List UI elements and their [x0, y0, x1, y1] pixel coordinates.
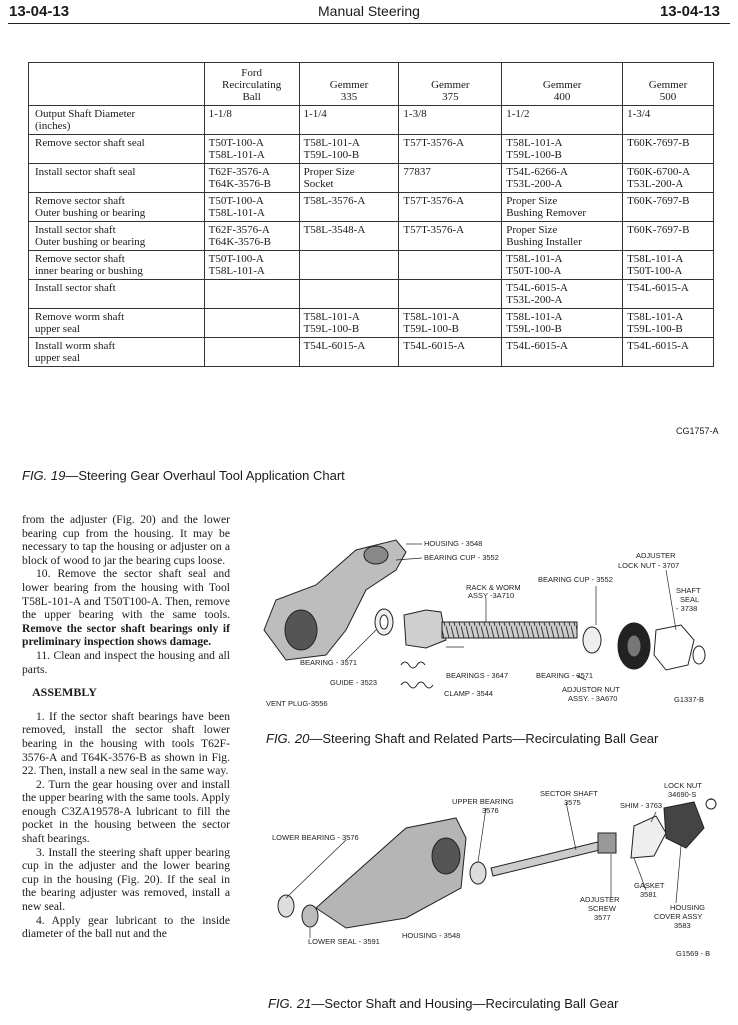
table-cell: T57T-3576-A — [399, 193, 502, 222]
table-header-row — [29, 63, 714, 106]
table-cell — [399, 251, 502, 280]
table-row-task: Install sector shaft — [29, 280, 205, 309]
label-rack-worm: RACK & WORM — [466, 583, 521, 592]
page-header — [0, 0, 738, 24]
label-seal-number: - 3738 — [676, 604, 698, 613]
label-adjuster-locknut: LOCK NUT - 3707 — [618, 561, 680, 570]
paragraph: 3. Install the steering shaft upper bearing cup in the adjuster and the lower bearing cup in the housing (Fig. 20). If the seal in the bearing adjuster was removed, install a new seal. — [22, 845, 230, 914]
fig19-caption — [22, 468, 345, 483]
table-cell: T54L-6266-A T53L-200-A — [502, 164, 623, 193]
table-cell — [204, 338, 299, 367]
label-sector-shaft-number: 3575 — [564, 798, 581, 807]
table-cell: T58L-101-A T59L-100-B — [299, 135, 399, 164]
table-cell: 1-1/2 — [502, 106, 623, 135]
clamp-shape — [401, 682, 433, 688]
label-seal: SEAL — [680, 595, 700, 604]
label-housing-cover-assy: COVER ASSY — [654, 912, 703, 921]
table-cell — [399, 280, 502, 309]
table-row-task: Install sector shaft Outer bushing or bearing — [29, 222, 205, 251]
table-row — [29, 193, 714, 222]
label-guide: GUIDE - 3523 — [330, 678, 378, 687]
label-bearing-cup-2: BEARING CUP - 3552 — [538, 575, 613, 584]
label-adjuster: ADJUSTER — [580, 895, 620, 904]
table-cell — [299, 251, 399, 280]
table-cell: T54L-6015-A — [502, 338, 623, 367]
fig21-caption — [268, 996, 618, 1011]
fig21-number: FIG. 21 — [268, 996, 312, 1011]
header-rule — [8, 23, 730, 24]
table-row — [29, 135, 714, 164]
label-adjuster-screw: SCREW — [588, 904, 616, 913]
table-cell: T54L-6015-A — [299, 338, 399, 367]
table-cell — [204, 280, 299, 309]
label-bearings: BEARINGS - 3647 — [446, 671, 509, 680]
table-cell: T57T-3576-A — [399, 135, 502, 164]
table-cell: T58L-3548-A — [299, 222, 399, 251]
paragraph: 11. Clean and inspect the housing and all parts. — [22, 648, 230, 676]
fig20-number: FIG. 20 — [266, 731, 310, 746]
bearing-cup2-shape — [583, 627, 601, 653]
table-cell: T50T-100-A T58L-101-A — [204, 135, 299, 164]
table-cell: T62F-3576-A T64K-3576-B — [204, 222, 299, 251]
sector-shaft-shape — [491, 840, 608, 876]
table-cell: T58L-101-A T50T-100-A — [502, 251, 623, 280]
label-upper-bearing-number: 3576 — [482, 806, 499, 815]
table-cell: T54L-6015-A T53L-200-A — [502, 280, 623, 309]
table-cell: T54L-6015-A — [399, 338, 502, 367]
table-row — [29, 280, 714, 309]
label-shim: SHIM - 3763 — [620, 801, 663, 810]
lock-nut-shape — [706, 799, 716, 809]
table-row-task: Remove sector shaft inner bearing or bushing — [29, 251, 205, 280]
housing-bore-shape — [285, 610, 317, 650]
housing-cover-shape — [664, 802, 704, 848]
fig21-diagram — [256, 778, 720, 988]
label-gasket-number: 3581 — [640, 890, 657, 899]
label-adjustor-nut-assy: ASSY. - 3A670 — [568, 694, 618, 703]
table-cell: T58L-101-A T50T-100-A — [623, 251, 714, 280]
lower-seal-shape — [302, 905, 318, 927]
table-code: CG1757-A — [676, 426, 719, 436]
fig19-title: —Steering Gear Overhaul Tool Application Chart — [65, 468, 345, 483]
table-cell: T62F-3576-A T64K-3576-B — [204, 164, 299, 193]
label-vent-plug: VENT PLUG-3556 — [266, 699, 328, 708]
label-clamp: CLAMP - 3544 — [444, 689, 494, 698]
table-cell: T60K-6700-A T53L-200-A — [623, 164, 714, 193]
table-cell: T58L-101-A T59L-100-B — [623, 309, 714, 338]
fig20-caption — [266, 731, 658, 746]
label-shaft: SHAFT — [676, 586, 701, 595]
label-bearing-2: BEARING - 3571 — [536, 671, 594, 680]
table-cell: T58L-3576-A — [299, 193, 399, 222]
housing-bore-shape — [432, 838, 460, 874]
label-housing-cover-number: 3583 — [674, 921, 691, 930]
table-cell: T60K-7697-B — [623, 135, 714, 164]
rack-nut-shape — [404, 610, 446, 648]
label-housing: HOUSING - 3548 — [402, 931, 461, 940]
label-housing-cover: HOUSING — [670, 903, 706, 912]
table-column-header: Gemmer 375 — [399, 63, 502, 106]
worm-shaft-shape — [442, 622, 577, 638]
table-column-header: Gemmer 335 — [299, 63, 399, 106]
table-row — [29, 164, 714, 193]
table-cell: Proper Size Socket — [299, 164, 399, 193]
shaft-seal-shape — [693, 646, 705, 664]
section-title: Manual Steering — [318, 3, 420, 19]
table-row-task: Install worm shaft upper seal — [29, 338, 205, 367]
fig20-code: G1337-B — [674, 695, 705, 704]
label-lower-bearing: LOWER BEARING - 3576 — [272, 833, 359, 842]
table-column-header: Gemmer 400 — [502, 63, 623, 106]
paragraph: from the adjuster (Fig. 20) and the lower bearing cup from the housing. It may be necessary to tap the housing or adjuster on a block of wood to jar the bearing cups loose. — [22, 513, 230, 567]
table-row — [29, 106, 714, 135]
gasket-shape — [631, 816, 666, 858]
table-row-task: Output Shaft Diameter (inches) — [29, 106, 205, 135]
adjuster-hole-shape — [627, 635, 641, 657]
table-cell: Proper Size Bushing Installer — [502, 222, 623, 251]
paragraph — [22, 567, 230, 649]
table-cell: T58L-101-A T59L-100-B — [399, 309, 502, 338]
table-row-task: Remove sector shaft seal — [29, 135, 205, 164]
table-row-task: Remove worm shaft upper seal — [29, 309, 205, 338]
fig20-diagram — [256, 530, 720, 725]
guide-shape — [401, 662, 425, 668]
label-sector-shaft: SECTOR SHAFT — [540, 789, 598, 798]
label-bearing: BEARING - 3571 — [300, 658, 358, 667]
body-text-column — [22, 513, 230, 941]
label-lock-nut-number: 34690-S — [668, 790, 697, 799]
label-bearing-cup: BEARING CUP - 3552 — [424, 553, 499, 562]
paragraph-text: 10. Remove the sector shaft seal and lower bearing from the housing with Tool T58L-101-A and T50T100-A. Then, remove the upper bearing with the same tools. — [22, 567, 230, 622]
table-header-blank — [29, 63, 205, 106]
table-row — [29, 251, 714, 280]
table-row — [29, 222, 714, 251]
table-cell: T54L-6015-A — [623, 338, 714, 367]
table-column-header: Gemmer 500 — [623, 63, 714, 106]
page-number-left: 13-04-13 — [9, 3, 70, 20]
table-cell: T50T-100-A T58L-101-A — [204, 193, 299, 222]
table-cell: T54L-6015-A — [623, 280, 714, 309]
fig19-number: FIG. 19 — [22, 468, 66, 483]
table-cell: T60K-7697-B — [623, 193, 714, 222]
upper-bearing-shape — [470, 862, 486, 884]
paragraph: 4. Apply gear lubricant to the inside diameter of the ball nut and the — [22, 913, 230, 941]
label-lock-nut: LOCK NUT — [664, 781, 702, 790]
table-row — [29, 309, 714, 338]
paragraph: 2. Turn the gear housing over and install the upper bearing with the same tools. Apply enough C3ZA19578-A lubricant to fill the pocket in the housing between the sector shaft bearings. — [22, 777, 231, 846]
table-cell: T58L-101-A T59L-100-B — [502, 135, 623, 164]
paragraph: 1. If the sector shaft bearings have been removed, install the sector shaft lower bearing in the housing with tools T62F-3576-A and T64K-3576-B as shown in Fig. 22. Then, install a new seal in the same way. — [22, 709, 230, 778]
label-adjuster-number: 3577 — [594, 913, 611, 922]
tool-application-table — [28, 62, 714, 367]
table-cell: Proper Size Bushing Remover — [502, 193, 623, 222]
label-housing: HOUSING - 3548 — [424, 539, 483, 548]
label-rack-worm-assy: ASSY -3A710 — [468, 591, 515, 600]
lock-nut-shape — [654, 625, 694, 670]
table-row — [29, 338, 714, 367]
table-cell — [299, 280, 399, 309]
sector-gear-shape — [598, 833, 616, 853]
lower-bearing-shape — [278, 895, 294, 917]
label-lower-seal: LOWER SEAL - 3591 — [308, 937, 380, 946]
fig21-code: G1569 - B — [676, 949, 711, 958]
table-cell: T60K-7697-B — [623, 222, 714, 251]
bearing-cup-inner-shape — [380, 615, 388, 629]
table-cell: T58L-101-A T59L-100-B — [299, 309, 399, 338]
label-upper-bearing: UPPER BEARING — [452, 797, 514, 806]
table-cell — [204, 309, 299, 338]
table-cell: 1-1/8 — [204, 106, 299, 135]
table-cell: T57T-3576-A — [399, 222, 502, 251]
table-cell: T58L-101-A T59L-100-B — [502, 309, 623, 338]
table-row-task: Install sector shaft seal — [29, 164, 205, 193]
table-cell: T50T-100-A T58L-101-A — [204, 251, 299, 280]
fig20-title: —Steering Shaft and Related Parts—Recirculating Ball Gear — [309, 731, 659, 746]
housing-top-bore-shape — [364, 546, 388, 564]
label-adjustor-nut: ADJUSTOR NUT — [562, 685, 620, 694]
fig21-title: —Sector Shaft and Housing—Recirculating Ball Gear — [311, 996, 619, 1011]
table-row-task: Remove sector shaft Outer bushing or bearing — [29, 193, 205, 222]
label-adjuster: ADJUSTER — [636, 551, 676, 560]
table-cell: 77837 — [399, 164, 502, 193]
assembly-heading: ASSEMBLY — [32, 685, 97, 700]
label-gasket: GASKET — [634, 881, 665, 890]
table-cell: 1-1/4 — [299, 106, 399, 135]
warning-text: Remove the sector shaft bearings only if preliminary inspection shows damage. — [22, 621, 230, 649]
table-cell: 1-3/8 — [399, 106, 502, 135]
table-column-header: Ford Recirculating Ball — [204, 63, 299, 106]
table-cell: 1-3/4 — [623, 106, 714, 135]
page-number-right: 13-04-13 — [659, 3, 720, 20]
